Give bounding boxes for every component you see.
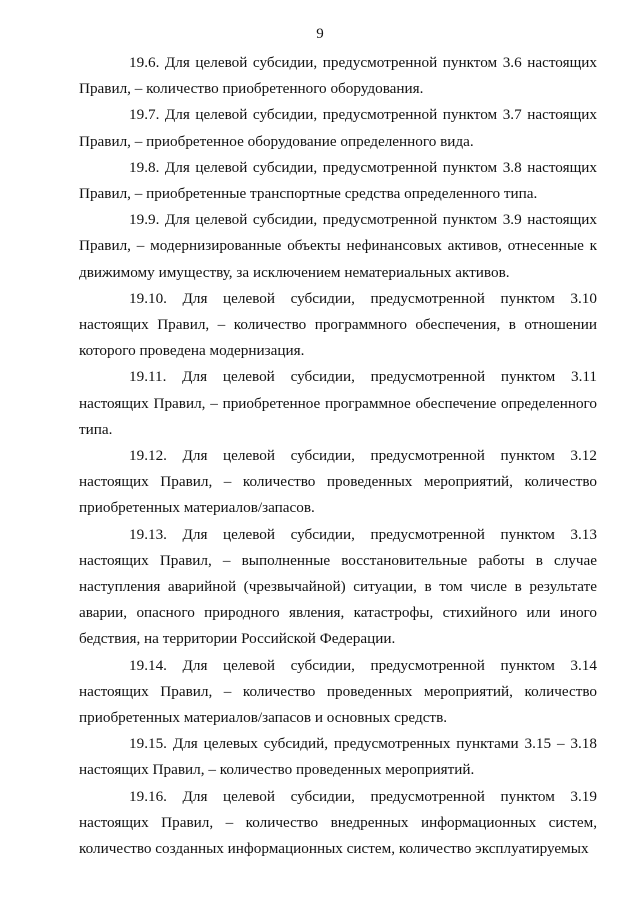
page-number: 9: [316, 26, 324, 42]
paragraph-19-8: 19.8. Для целевой субсидии, предусмотренной пунктом 3.8 настоящих Правил, – приобретенные транспортные средства определенного типа.: [79, 158, 597, 203]
paragraph-19-13: 19.13. Для целевой субсидии, предусмотренной пунктом 3.13 настоящих Правил, – выполненные восстановительные работы в случае наступления аварийной (чрезвычайной) ситуации, в том числе в результате аварии, опасного природного явления, катастрофы, стихийного или иного бедствия, на территории Российской Федерации.: [79, 525, 597, 648]
paragraph-19-7: 19.7. Для целевой субсидии, предусмотренной пунктом 3.7 настоящих Правил, – приобретенное оборудование определенного вида.: [79, 106, 597, 150]
paragraph-19-6: 19.6. Для целевой субсидии, предусмотренной пунктом 3.6 настоящих Правил, – количество приобретенного оборудования.: [79, 54, 597, 98]
paragraph-19-15: 19.15. Для целевых субсидий, предусмотренных пунктами 3.15 – 3.18 настоящих Правил, – количество проведенных мероприятий.: [79, 735, 597, 779]
paragraph-19-14: 19.14. Для целевой субсидии, предусмотренной пунктом 3.14 настоящих Правил, – количество проведенных мероприятий, количество приобретенных материалов/запасов и основных средств.: [79, 656, 597, 727]
paragraph-19-12: 19.12. Для целевой субсидии, предусмотренной пунктом 3.12 настоящих Правил, – количество проведенных мероприятий, количество приобретенных материалов/запасов.: [79, 447, 597, 517]
document-body: [79, 50, 597, 862]
paragraph-19-9: 19.9. Для целевой субсидии, предусмотренной пунктом 3.9 настоящих Правил, – модернизированные объекты нефинансовых активов, отнесенные к движимому имуществу, за исключением нематериальных активов.: [79, 211, 597, 281]
paragraph-19-10: 19.10. Для целевой субсидии, предусмотренной пунктом 3.10 настоящих Правил, – количество программного обеспечения, в отношении которого проведена модернизация.: [79, 289, 597, 360]
paragraph-19-11: 19.11. Для целевой субсидии, предусмотренной пунктом 3.11 настоящих Правил, – приобретенное программное обеспечение определенного типа.: [79, 368, 597, 438]
paragraph-19-16: 19.16. Для целевой субсидии, предусмотренной пунктом 3.19 настоящих Правил, – количество внедренных информационных систем, количество созданных информационных систем, количество эксплуатируемых: [79, 787, 597, 858]
